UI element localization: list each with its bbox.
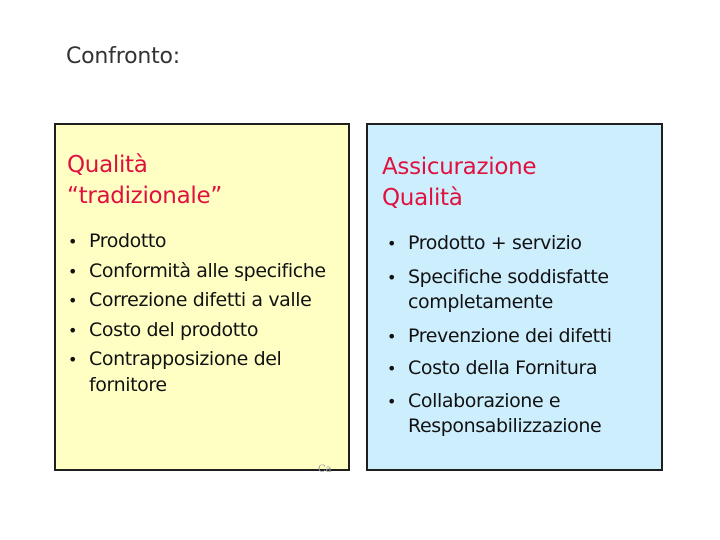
heading-line: Qualità	[382, 185, 463, 211]
traditional-quality-heading	[67, 150, 222, 212]
list-item	[65, 229, 347, 255]
list-item-text: Costo del prodotto	[89, 318, 259, 341]
slide-title: Confronto:	[66, 44, 180, 69]
footer-text: Ca	[318, 464, 332, 475]
list-item-text: Correzione difetti a valle	[89, 289, 312, 311]
list-item	[384, 265, 662, 316]
list-item	[65, 288, 347, 314]
bullet-icon: •	[68, 320, 78, 340]
list-item	[384, 324, 662, 350]
bullet-icon: •	[387, 234, 397, 253]
list-item-text: Prodotto	[89, 230, 167, 252]
list-item	[384, 231, 662, 257]
bullet-icon: •	[68, 261, 78, 281]
heading-line: “tradizionale”	[67, 183, 222, 209]
bullet-icon: •	[387, 267, 397, 287]
heading-line: Qualità	[67, 152, 148, 178]
heading-line: Assicurazione	[382, 154, 537, 180]
list-item	[65, 347, 347, 398]
quality-assurance-list	[384, 231, 662, 448]
list-item-text: Prevenzione dei difetti	[408, 324, 612, 347]
bullet-icon: •	[387, 391, 397, 411]
list-item	[65, 318, 347, 344]
bullet-icon: •	[68, 291, 78, 310]
list-item	[65, 259, 347, 285]
list-item-text: Prodotto + servizio	[408, 232, 582, 254]
bullet-icon: •	[387, 326, 397, 346]
quality-assurance-panel	[366, 123, 663, 471]
list-item-text: Collaborazione e Responsabilizzazione	[408, 389, 602, 437]
bullet-icon: •	[387, 359, 397, 378]
list-item-text: Specifiche soddisfatte completamente	[408, 265, 609, 313]
list-item	[384, 356, 662, 382]
list-item-text: Costo della Fornitura	[408, 357, 598, 379]
bullet-icon: •	[68, 232, 78, 251]
list-item	[384, 389, 662, 440]
traditional-quality-panel	[54, 123, 350, 471]
traditional-quality-list	[65, 229, 347, 402]
quality-assurance-heading	[382, 152, 536, 214]
bullet-icon: •	[68, 350, 78, 369]
list-item-text: Contrapposizione del fornitore	[89, 348, 282, 396]
list-item-text: Conformità alle specifiche	[89, 259, 326, 282]
